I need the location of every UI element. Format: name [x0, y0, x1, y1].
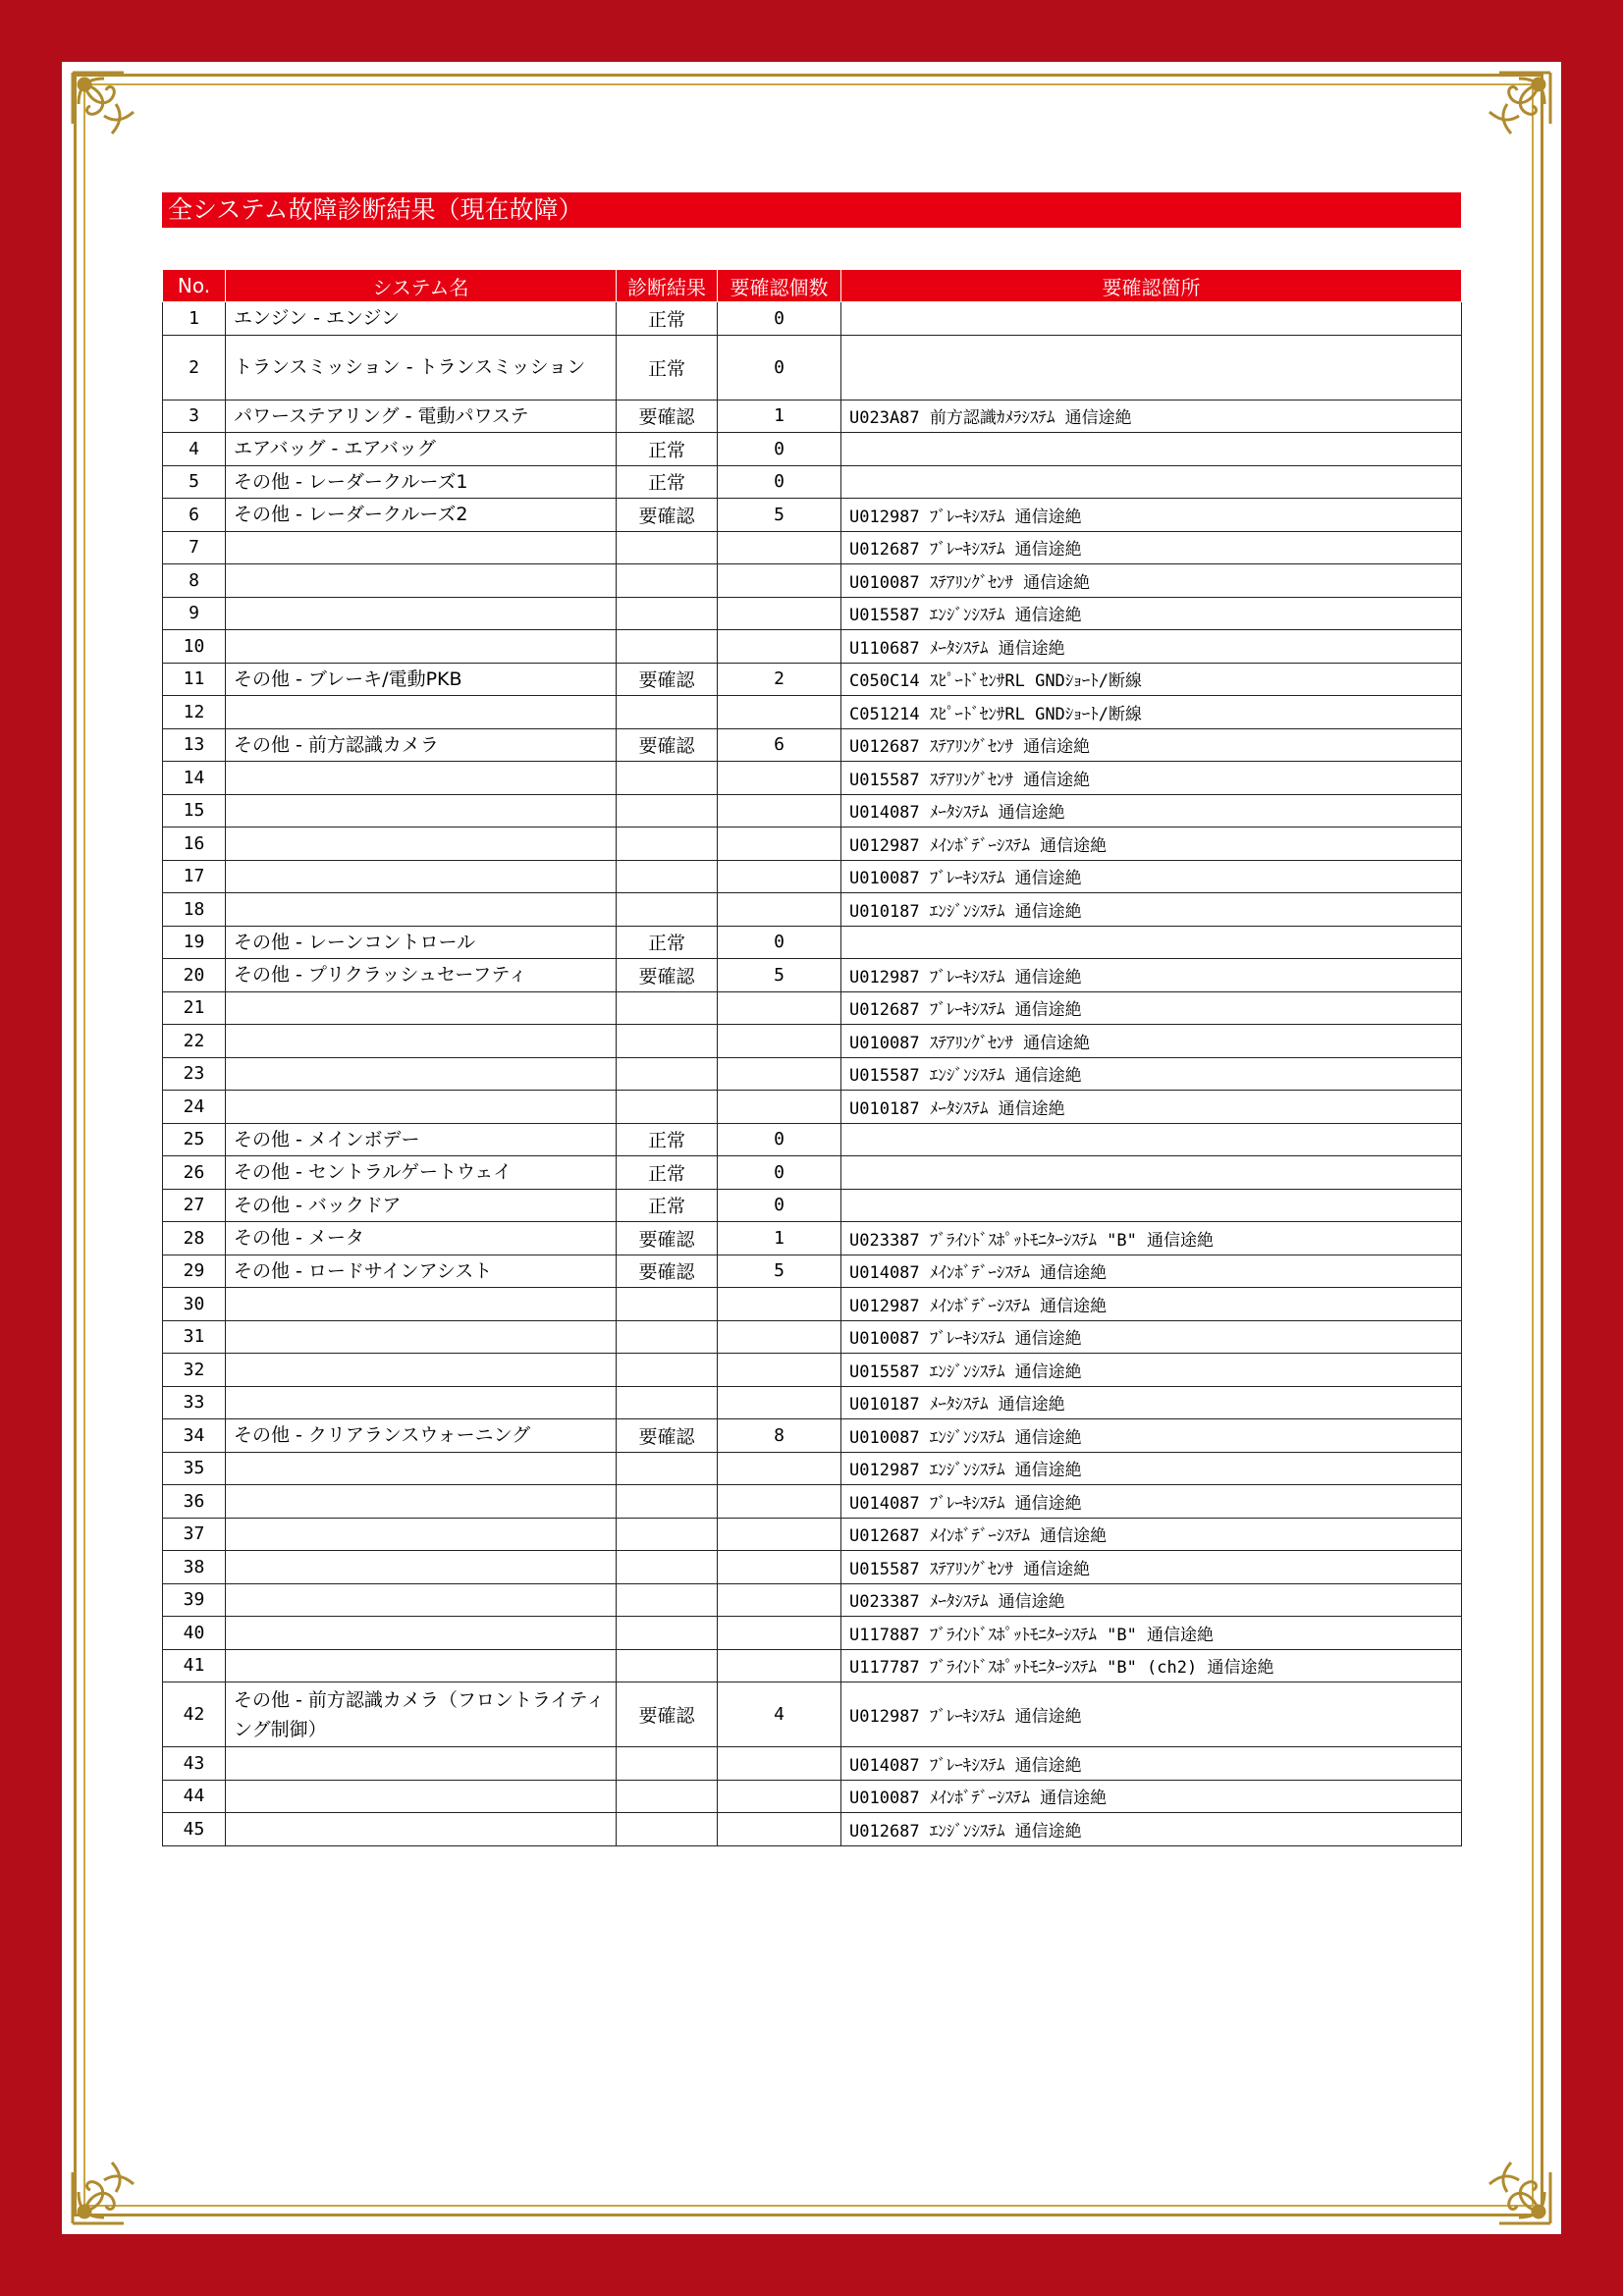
- diagnosis-result-cell: 要確認: [617, 959, 718, 992]
- row-number: 35: [163, 1452, 226, 1485]
- table-row: [163, 564, 1462, 598]
- table-row: [163, 1747, 1462, 1781]
- diagnosis-result-cell: [617, 1025, 718, 1058]
- row-number: 38: [163, 1551, 226, 1584]
- check-count-cell: 0: [718, 433, 841, 466]
- system-name-cell: [226, 1485, 617, 1519]
- check-location-cell: U015587 ｴﾝｼﾞﾝｼｽﾃﾑ 通信途絶: [841, 597, 1462, 630]
- row-number: 39: [163, 1583, 226, 1617]
- check-location-cell: [841, 1156, 1462, 1190]
- diagnosis-result-cell: 要確認: [617, 1222, 718, 1255]
- system-name-cell: [226, 696, 617, 729]
- table-row: [163, 531, 1462, 564]
- table-row: [163, 499, 1462, 532]
- row-number: 23: [163, 1057, 226, 1091]
- diagnosis-result-cell: [617, 1485, 718, 1519]
- check-location-cell: [841, 302, 1462, 336]
- check-location-cell: C051214 ｽﾋﾟｰﾄﾞｾﾝｻRL GNDｼｮｰﾄ/断線: [841, 696, 1462, 729]
- diagnosis-result-cell: 要確認: [617, 1255, 718, 1288]
- row-number: 36: [163, 1485, 226, 1519]
- diagnosis-result-cell: [617, 794, 718, 828]
- row-number: 45: [163, 1813, 226, 1846]
- row-number: 29: [163, 1255, 226, 1288]
- row-number: 21: [163, 991, 226, 1025]
- row-number: 19: [163, 926, 226, 959]
- row-number: 1: [163, 302, 226, 336]
- row-number: 31: [163, 1320, 226, 1354]
- diagnosis-result-cell: 正常: [617, 335, 718, 400]
- check-count-cell: [718, 1780, 841, 1813]
- check-location-cell: U014087 ﾌﾞﾚｰｷｼｽﾃﾑ 通信途絶: [841, 1485, 1462, 1519]
- check-count-cell: 6: [718, 728, 841, 762]
- system-name-cell: [226, 762, 617, 795]
- row-number: 11: [163, 663, 226, 696]
- check-location-cell: U010187 ｴﾝｼﾞﾝｼｽﾃﾑ 通信途絶: [841, 893, 1462, 927]
- check-count-cell: 5: [718, 499, 841, 532]
- row-number: 43: [163, 1747, 226, 1781]
- system-name-cell: [226, 1518, 617, 1551]
- system-name-cell: エンジン - エンジン: [226, 302, 617, 336]
- check-count-cell: [718, 630, 841, 664]
- table-row: [163, 1320, 1462, 1354]
- check-count-cell: [718, 1025, 841, 1058]
- diagnosis-result-cell: [617, 1288, 718, 1321]
- table-row: [163, 991, 1462, 1025]
- check-count-cell: [718, 696, 841, 729]
- column-header-system-name: システム名: [226, 270, 617, 302]
- diagnosis-result-cell: [617, 1452, 718, 1485]
- check-count-cell: 1: [718, 1222, 841, 1255]
- table-row: [163, 1452, 1462, 1485]
- system-name-cell: [226, 1288, 617, 1321]
- diagnosis-result-cell: [617, 1354, 718, 1387]
- table-row: [163, 630, 1462, 664]
- check-location-cell: U015587 ｽﾃｱﾘﾝｸﾞｾﾝｻ 通信途絶: [841, 1551, 1462, 1584]
- row-number: 15: [163, 794, 226, 828]
- system-name-cell: [226, 1354, 617, 1387]
- table-row: [163, 1288, 1462, 1321]
- check-location-cell: U012987 ﾌﾞﾚｰｷｼｽﾃﾑ 通信途絶: [841, 1682, 1462, 1747]
- check-location-cell: U010087 ｴﾝｼﾞﾝｼｽﾃﾑ 通信途絶: [841, 1419, 1462, 1453]
- row-number: 17: [163, 860, 226, 893]
- system-name-cell: [226, 1091, 617, 1124]
- check-count-cell: [718, 828, 841, 861]
- check-count-cell: [718, 1485, 841, 1519]
- diagnosis-result-cell: 正常: [617, 1156, 718, 1190]
- row-number: 25: [163, 1123, 226, 1156]
- check-location-cell: U012687 ﾌﾞﾚｰｷｼｽﾃﾑ 通信途絶: [841, 531, 1462, 564]
- table-row: [163, 828, 1462, 861]
- check-count-cell: [718, 531, 841, 564]
- diagnosis-result-cell: [617, 597, 718, 630]
- check-count-cell: [718, 1551, 841, 1584]
- row-number: 30: [163, 1288, 226, 1321]
- check-count-cell: 2: [718, 663, 841, 696]
- table-row: [163, 335, 1462, 400]
- check-location-cell: U010187 ﾒｰﾀｼｽﾃﾑ 通信途絶: [841, 1091, 1462, 1124]
- diagnosis-result-cell: 要確認: [617, 1682, 718, 1747]
- check-location-cell: U010187 ﾒｰﾀｼｽﾃﾑ 通信途絶: [841, 1386, 1462, 1419]
- check-count-cell: [718, 1617, 841, 1650]
- check-count-cell: [718, 1288, 841, 1321]
- system-name-cell: [226, 531, 617, 564]
- diagnosis-result-cell: [617, 531, 718, 564]
- diagnosis-result-cell: 正常: [617, 433, 718, 466]
- column-header-result: 診断結果: [617, 270, 718, 302]
- diagnosis-result-cell: [617, 828, 718, 861]
- system-name-cell: その他 - ブレーキ/電動PKB: [226, 663, 617, 696]
- check-count-cell: 0: [718, 926, 841, 959]
- row-number: 40: [163, 1617, 226, 1650]
- check-count-cell: [718, 1813, 841, 1846]
- check-location-cell: [841, 1123, 1462, 1156]
- diagnosis-result-cell: [617, 1551, 718, 1584]
- system-name-cell: [226, 1583, 617, 1617]
- table-row: [163, 1617, 1462, 1650]
- check-count-cell: [718, 1452, 841, 1485]
- diagnosis-result-cell: 正常: [617, 926, 718, 959]
- table-row: [163, 1386, 1462, 1419]
- diagnosis-result-cell: 要確認: [617, 499, 718, 532]
- diagnosis-result-cell: 正常: [617, 465, 718, 499]
- system-name-cell: [226, 1617, 617, 1650]
- check-count-cell: [718, 597, 841, 630]
- table-row: [163, 893, 1462, 927]
- table-row: [163, 1551, 1462, 1584]
- check-count-cell: [718, 1583, 841, 1617]
- row-number: 33: [163, 1386, 226, 1419]
- check-count-cell: 0: [718, 1189, 841, 1222]
- diagnosis-result-cell: [617, 893, 718, 927]
- check-location-cell: U117787 ﾌﾞﾗｲﾝﾄﾞｽﾎﾟｯﾄﾓﾆﾀｰｼｽﾃﾑ "B" (ch2) 通信途絶: [841, 1649, 1462, 1682]
- row-number: 18: [163, 893, 226, 927]
- corner-ornament-icon: [65, 65, 158, 158]
- table-row: [163, 1123, 1462, 1156]
- diagnosis-result-cell: 正常: [617, 302, 718, 336]
- check-location-cell: U014087 ﾌﾞﾚｰｷｼｽﾃﾑ 通信途絶: [841, 1747, 1462, 1781]
- diagnosis-table: [162, 269, 1462, 1846]
- check-count-cell: [718, 762, 841, 795]
- system-name-cell: [226, 1649, 617, 1682]
- table-row: [163, 1354, 1462, 1387]
- column-header-no: No.: [163, 270, 226, 302]
- table-row: [163, 1649, 1462, 1682]
- check-location-cell: U010087 ﾌﾞﾚｰｷｼｽﾃﾑ 通信途絶: [841, 860, 1462, 893]
- system-name-cell: [226, 860, 617, 893]
- system-name-cell: その他 - セントラルゲートウェイ: [226, 1156, 617, 1190]
- row-number: 44: [163, 1780, 226, 1813]
- row-number: 24: [163, 1091, 226, 1124]
- system-name-cell: [226, 1813, 617, 1846]
- diagnosis-result-cell: [617, 860, 718, 893]
- system-name-cell: その他 - メータ: [226, 1222, 617, 1255]
- system-name-cell: [226, 893, 617, 927]
- row-number: 12: [163, 696, 226, 729]
- table-body: [163, 302, 1462, 1846]
- table-row: [163, 696, 1462, 729]
- check-location-cell: [841, 433, 1462, 466]
- table-row: [163, 597, 1462, 630]
- diagnosis-result-cell: [617, 1057, 718, 1091]
- check-location-cell: U015587 ｽﾃｱﾘﾝｸﾞｾﾝｻ 通信途絶: [841, 762, 1462, 795]
- corner-ornament-icon: [65, 2138, 158, 2231]
- row-number: 2: [163, 335, 226, 400]
- check-location-cell: [841, 926, 1462, 959]
- system-name-cell: [226, 597, 617, 630]
- system-name-cell: [226, 1386, 617, 1419]
- row-number: 3: [163, 400, 226, 433]
- check-count-cell: [718, 794, 841, 828]
- table-row: [163, 959, 1462, 992]
- check-count-cell: 1: [718, 400, 841, 433]
- check-location-cell: U010087 ﾒｲﾝﾎﾞﾃﾞｰｼｽﾃﾑ 通信途絶: [841, 1780, 1462, 1813]
- diagnosis-result-cell: 要確認: [617, 728, 718, 762]
- table-row: [163, 1091, 1462, 1124]
- system-name-cell: [226, 1320, 617, 1354]
- table-row: [163, 663, 1462, 696]
- diagnosis-result-cell: 要確認: [617, 400, 718, 433]
- check-location-cell: U012687 ﾒｲﾝﾎﾞﾃﾞｰｼｽﾃﾑ 通信途絶: [841, 1518, 1462, 1551]
- diagnosis-result-cell: [617, 1583, 718, 1617]
- check-location-cell: U012987 ﾒｲﾝﾎﾞﾃﾞｰｼｽﾃﾑ 通信途絶: [841, 1288, 1462, 1321]
- table-row: [163, 465, 1462, 499]
- row-number: 22: [163, 1025, 226, 1058]
- check-location-cell: U015587 ｴﾝｼﾞﾝｼｽﾃﾑ 通信途絶: [841, 1354, 1462, 1387]
- check-count-cell: 4: [718, 1682, 841, 1747]
- table-row: [163, 1156, 1462, 1190]
- check-count-cell: 5: [718, 1255, 841, 1288]
- row-number: 26: [163, 1156, 226, 1190]
- table-row: [163, 1189, 1462, 1222]
- row-number: 42: [163, 1682, 226, 1747]
- table-row: [163, 433, 1462, 466]
- diagnosis-result-cell: 正常: [617, 1123, 718, 1156]
- table-row: [163, 1419, 1462, 1453]
- system-name-cell: [226, 1025, 617, 1058]
- diagnosis-result-cell: [617, 1649, 718, 1682]
- diagnosis-result-cell: 正常: [617, 1189, 718, 1222]
- row-number: 4: [163, 433, 226, 466]
- check-location-cell: [841, 335, 1462, 400]
- system-name-cell: [226, 630, 617, 664]
- diagnosis-result-cell: [617, 1320, 718, 1354]
- system-name-cell: その他 - プリクラッシュセーフティ: [226, 959, 617, 992]
- check-location-cell: U010087 ｽﾃｱﾘﾝｸﾞｾﾝｻ 通信途絶: [841, 564, 1462, 598]
- diagnosis-result-cell: [617, 1091, 718, 1124]
- table-row: [163, 762, 1462, 795]
- check-location-cell: U023387 ﾌﾞﾗｲﾝﾄﾞｽﾎﾟｯﾄﾓﾆﾀｰｼｽﾃﾑ "B" 通信途絶: [841, 1222, 1462, 1255]
- check-count-cell: 0: [718, 465, 841, 499]
- table-header-row: [163, 270, 1462, 302]
- diagnosis-result-cell: 要確認: [617, 1419, 718, 1453]
- corner-ornament-icon: [1465, 65, 1558, 158]
- diagnosis-result-cell: [617, 1617, 718, 1650]
- system-name-cell: その他 - バックドア: [226, 1189, 617, 1222]
- row-number: 20: [163, 959, 226, 992]
- row-number: 7: [163, 531, 226, 564]
- table-row: [163, 1518, 1462, 1551]
- diagnosis-result-cell: [617, 762, 718, 795]
- check-count-cell: [718, 1747, 841, 1781]
- system-name-cell: [226, 1551, 617, 1584]
- row-number: 14: [163, 762, 226, 795]
- check-count-cell: 0: [718, 1123, 841, 1156]
- check-location-cell: U014087 ﾒｲﾝﾎﾞﾃﾞｰｼｽﾃﾑ 通信途絶: [841, 1255, 1462, 1288]
- diagnosis-result-cell: [617, 1747, 718, 1781]
- check-location-cell: U014087 ﾒｰﾀｼｽﾃﾑ 通信途絶: [841, 794, 1462, 828]
- check-location-cell: U023A87 前方認識ｶﾒﾗｼｽﾃﾑ 通信途絶: [841, 400, 1462, 433]
- system-name-cell: その他 - レーンコントロール: [226, 926, 617, 959]
- check-location-cell: U110687 ﾒｰﾀｼｽﾃﾑ 通信途絶: [841, 630, 1462, 664]
- check-location-cell: C050C14 ｽﾋﾟｰﾄﾞｾﾝｻRL GNDｼｮｰﾄ/断線: [841, 663, 1462, 696]
- system-name-cell: その他 - 前方認識カメラ（フロントライティング制御）: [226, 1682, 617, 1747]
- system-name-cell: その他 - クリアランスウォーニング: [226, 1419, 617, 1453]
- row-number: 6: [163, 499, 226, 532]
- system-name-cell: [226, 991, 617, 1025]
- row-number: 8: [163, 564, 226, 598]
- check-location-cell: U010087 ﾌﾞﾚｰｷｼｽﾃﾑ 通信途絶: [841, 1320, 1462, 1354]
- diagnosis-result-cell: [617, 1386, 718, 1419]
- check-location-cell: U012987 ﾌﾞﾚｰｷｼｽﾃﾑ 通信途絶: [841, 959, 1462, 992]
- check-count-cell: [718, 1518, 841, 1551]
- check-count-cell: 5: [718, 959, 841, 992]
- check-count-cell: 0: [718, 335, 841, 400]
- check-count-cell: [718, 1057, 841, 1091]
- row-number: 32: [163, 1354, 226, 1387]
- column-header-location: 要確認箇所: [841, 270, 1462, 302]
- table-row: [163, 1583, 1462, 1617]
- check-location-cell: U012687 ｴﾝｼﾞﾝｼｽﾃﾑ 通信途絶: [841, 1813, 1462, 1846]
- check-count-cell: [718, 1354, 841, 1387]
- table-row: [163, 1222, 1462, 1255]
- check-count-cell: [718, 893, 841, 927]
- check-location-cell: U012987 ﾒｲﾝﾎﾞﾃﾞｰｼｽﾃﾑ 通信途絶: [841, 828, 1462, 861]
- system-name-cell: トランスミッション - トランスミッション: [226, 335, 617, 400]
- row-number: 9: [163, 597, 226, 630]
- system-name-cell: [226, 828, 617, 861]
- check-count-cell: [718, 1386, 841, 1419]
- diagnosis-result-cell: 要確認: [617, 663, 718, 696]
- table-row: [163, 1025, 1462, 1058]
- table-row: [163, 1780, 1462, 1813]
- system-name-cell: その他 - レーダークルーズ2: [226, 499, 617, 532]
- check-count-cell: [718, 1649, 841, 1682]
- column-header-count: 要確認個数: [718, 270, 841, 302]
- check-count-cell: [718, 1091, 841, 1124]
- table-row: [163, 302, 1462, 336]
- diagnosis-result-cell: [617, 696, 718, 729]
- check-location-cell: U012687 ｽﾃｱﾘﾝｸﾞｾﾝｻ 通信途絶: [841, 728, 1462, 762]
- row-number: 10: [163, 630, 226, 664]
- check-location-cell: U015587 ｴﾝｼﾞﾝｼｽﾃﾑ 通信途絶: [841, 1057, 1462, 1091]
- check-count-cell: [718, 860, 841, 893]
- table-row: [163, 1057, 1462, 1091]
- check-count-cell: [718, 1320, 841, 1354]
- diagnosis-result-cell: [617, 1780, 718, 1813]
- check-count-cell: 0: [718, 302, 841, 336]
- diagnosis-result-cell: [617, 630, 718, 664]
- system-name-cell: [226, 564, 617, 598]
- system-name-cell: その他 - レーダークルーズ1: [226, 465, 617, 499]
- check-count-cell: [718, 564, 841, 598]
- check-location-cell: U012987 ｴﾝｼﾞﾝｼｽﾃﾑ 通信途絶: [841, 1452, 1462, 1485]
- check-location-cell: U023387 ﾒｰﾀｼｽﾃﾑ 通信途絶: [841, 1583, 1462, 1617]
- diagnosis-result-cell: [617, 564, 718, 598]
- diagnosis-result-cell: [617, 1518, 718, 1551]
- system-name-cell: その他 - メインボデー: [226, 1123, 617, 1156]
- row-number: 34: [163, 1419, 226, 1453]
- diagnosis-result-cell: [617, 1813, 718, 1846]
- table-row: [163, 1682, 1462, 1747]
- system-name-cell: その他 - ロードサインアシスト: [226, 1255, 617, 1288]
- table-row: [163, 860, 1462, 893]
- check-count-cell: 0: [718, 1156, 841, 1190]
- check-location-cell: [841, 465, 1462, 499]
- system-name-cell: その他 - 前方認識カメラ: [226, 728, 617, 762]
- system-name-cell: [226, 1747, 617, 1781]
- system-name-cell: パワーステアリング - 電動パワステ: [226, 400, 617, 433]
- row-number: 13: [163, 728, 226, 762]
- table-row: [163, 794, 1462, 828]
- check-count-cell: 8: [718, 1419, 841, 1453]
- table-row: [163, 1485, 1462, 1519]
- check-location-cell: U010087 ｽﾃｱﾘﾝｸﾞｾﾝｻ 通信途絶: [841, 1025, 1462, 1058]
- check-count-cell: [718, 991, 841, 1025]
- check-location-cell: U012987 ﾌﾞﾚｰｷｼｽﾃﾑ 通信途絶: [841, 499, 1462, 532]
- diagnosis-result-cell: [617, 991, 718, 1025]
- row-number: 37: [163, 1518, 226, 1551]
- table-row: [163, 400, 1462, 433]
- table-row: [163, 926, 1462, 959]
- table-row: [163, 728, 1462, 762]
- check-location-cell: [841, 1189, 1462, 1222]
- system-name-cell: [226, 794, 617, 828]
- row-number: 27: [163, 1189, 226, 1222]
- row-number: 41: [163, 1649, 226, 1682]
- table-row: [163, 1813, 1462, 1846]
- check-location-cell: U012687 ﾌﾞﾚｰｷｼｽﾃﾑ 通信途絶: [841, 991, 1462, 1025]
- system-name-cell: エアバッグ - エアバッグ: [226, 433, 617, 466]
- row-number: 5: [163, 465, 226, 499]
- row-number: 28: [163, 1222, 226, 1255]
- system-name-cell: [226, 1452, 617, 1485]
- system-name-cell: [226, 1780, 617, 1813]
- table-row: [163, 1255, 1462, 1288]
- corner-ornament-icon: [1465, 2138, 1558, 2231]
- system-name-cell: [226, 1057, 617, 1091]
- check-location-cell: U117887 ﾌﾞﾗｲﾝﾄﾞｽﾎﾟｯﾄﾓﾆﾀｰｼｽﾃﾑ "B" 通信途絶: [841, 1617, 1462, 1650]
- section-title: 全システム故障診断結果（現在故障）: [162, 192, 1461, 228]
- row-number: 16: [163, 828, 226, 861]
